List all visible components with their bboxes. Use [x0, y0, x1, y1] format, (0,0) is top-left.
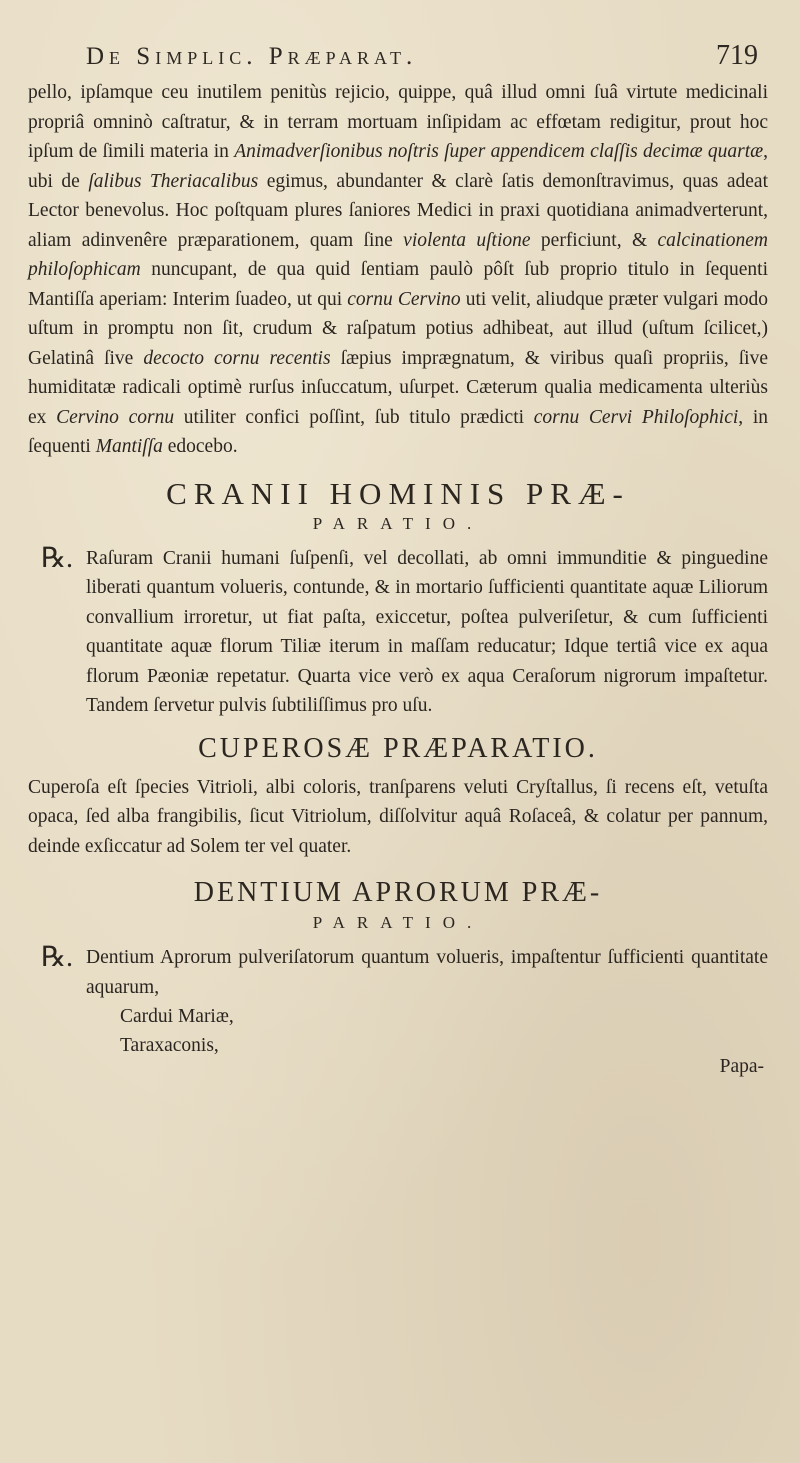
catchword: Papa-: [719, 1056, 764, 1077]
section-title-dentium: DENTIUM APRORUM PRÆ-: [193, 877, 603, 908]
intro-text: , in ſequenti: [28, 406, 768, 457]
intro-italic: Animadverſionibus noſtris ſuper appendicem claſſis decimæ quartæ: [234, 141, 764, 162]
recipe-cranii: [28, 544, 768, 721]
intro-italic: cornu Cervi Philoſophici: [533, 406, 739, 428]
section-subtitle-dentium: PARATIO.: [312, 913, 484, 932]
recipe-symbol: ℞.: [40, 942, 74, 973]
intro-italic: Cervino cornu: [56, 406, 175, 428]
intro-paragraph: [28, 78, 768, 462]
section-subtitle-cranii: PARATIO.: [312, 513, 484, 533]
intro-italic: Mantiſſa: [95, 436, 163, 457]
section-title-cuperosae: CUPEROSÆ PRÆPARATIO.: [198, 732, 598, 764]
section-title-cranii: CRANII HOMINIS PRÆ-: [166, 475, 630, 511]
intro-text: pello, ipſamque ceu inutilem penitùs rejicio, quippe, quâ illud omni ſuâ virtute medicinali propriâ omninò caſtratur, & in terram mortuam inſipidam ac effœtam redigitur, prout hoc ipſum de ſimili materia in: [28, 82, 768, 162]
intro-italic: ſalibus Theriacalibus: [88, 170, 259, 192]
recipe-text: Raſuram Cranii humani ſuſpenſi, vel decollati, ab omni immunditie & pinguedine liberati quantum volueris, contunde, & in mortario ſufficienti quantitate aquæ Liliorum convallium irroretur, ut fiat paſta, exiccetur, poſtea pulveriſetur, & cum ſufficienti quantitate aquæ florum Tiliæ iterum in maſſam reducatur; Idque tertiâ vice ex aqua florum Pæoniæ repetatur. Quarta vice verò ex aqua Ceraſorum nigrorum impaſtetur. Tandem ſervetur pulvis ſubtiliſſimus pro uſu.: [86, 547, 768, 716]
intro-italic: cornu Cervino: [347, 288, 461, 310]
intro-text: egimus, abundanter & clarè ſatis demonſtravimus, quas adeat Lector benevolus. Hoc poſtquam plures ſaniores Medici in praxi quotidiana animadverterunt, aliam adinvenêre præparationem, quam ſine: [28, 170, 768, 251]
recipe-text: Dentium Aprorum pulveriſatorum quantum volueris, impaſtentur ſufficienti quantitate aquarum,: [86, 947, 768, 998]
page-number: 719: [716, 40, 758, 71]
page-header: [28, 40, 768, 72]
intro-text: ſæpius imprægnatum, & viribus quaſi propriis, ſive humiditatæ radicali optimè rurſus inſuccatum, uſurpet. Cæterum qualia medicamenta ulteriùs ex: [28, 347, 769, 428]
ingredient-list: [28, 1002, 768, 1060]
running-head: De Simplic. Præparat.: [86, 43, 418, 70]
intro-text: utiliter confici poſſint, ſub titulo prædicti: [174, 406, 534, 428]
intro-text: , ubi de: [28, 141, 769, 192]
intro-italic: violenta uſtione: [403, 229, 531, 251]
intro-italic: decocto cornu recentis: [143, 347, 331, 369]
recipe-dentium: [28, 943, 768, 1002]
cuperosa-paragraph: Cuperoſa eſt ſpecies Vitrioli, albi coloris, tranſparens veluti Cryſtallus, ſi recens eſt, vetuſta opaca, ſed alba frangibilis, ſicut Vitriolum, diſſolvitur aquâ Roſaceâ, & colatur per pannum, deinde exſiccatur ad Solem ter vel quater.: [28, 776, 768, 857]
intro-text: edocebo.: [162, 436, 238, 457]
list-item: Cardui Mariæ,: [120, 1006, 234, 1027]
intro-italic: calcinationem philoſophicam: [28, 229, 768, 280]
text-block: [28, 40, 768, 1078]
intro-text: uti velit, aliudque præter vulgari modo uſtum in promptu non ſit, crudum & raſpatum potius adhibeat, aut illud (uſtum ſcilicet,) Gelatinâ ſive: [28, 288, 768, 369]
list-item: Taraxaconis,: [120, 1035, 219, 1056]
recipe-symbol: ℞.: [40, 542, 74, 574]
intro-text: nuncupant, de qua quid ſentiam paulò pôſt ſub proprio titulo in ſequenti Mantiſſa aperiam: Interim ſuadeo, ut qui: [28, 259, 768, 310]
intro-text: perficiunt, &: [530, 229, 658, 251]
